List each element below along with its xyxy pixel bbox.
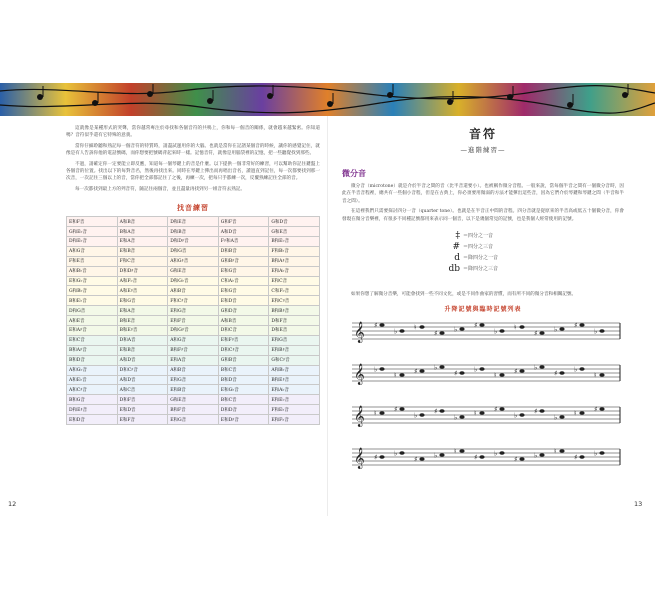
note-head	[479, 368, 484, 372]
note-head	[539, 410, 544, 414]
table-cell: D和C♯音	[117, 365, 168, 375]
note-head	[519, 370, 524, 374]
note-head	[599, 452, 604, 456]
table-cell: D和E音	[168, 217, 219, 227]
table-cell: E和D音	[218, 296, 269, 306]
table-row	[67, 355, 320, 365]
table-cell: B和E♭音	[67, 296, 118, 306]
accidental-icon: ♮	[514, 323, 517, 332]
note-head	[419, 370, 424, 374]
left-paragraph: 不過，請確定你一定要能立即反應，知道每一個琴鍵上的音是什麼。以下提供一個非常好的練習，可以幫助你記住鍵盤上各個音的位置。找出以下的每對音名，然後再找出來。同時在琴鍵上彈出而再唱出音名，讀過直到記住，每一次都要找到那一次音，一次記住三個以上的音，當你把全部都記住了之後，再練一次，把每只手都練一次，反覆熟練記住全部的音。	[66, 161, 320, 182]
accidental-icon: ♮	[574, 409, 577, 418]
accidental-icon: ♯	[514, 455, 518, 464]
page-title: 音符	[468, 127, 497, 141]
treble-clef-icon: 𝄞	[354, 448, 365, 470]
table-cell: D和G♯音	[168, 326, 219, 336]
table-cell: D和D♯音	[117, 266, 168, 276]
table-cell: D和E♭音	[67, 237, 118, 247]
note-head	[539, 366, 544, 370]
table-cell: A和E音	[67, 316, 118, 326]
table-cell: E和G音	[168, 306, 219, 316]
note-head	[499, 452, 504, 456]
note-head	[599, 408, 604, 412]
table-cell: D和C♯音	[218, 345, 269, 355]
table-cell: E和C音	[269, 276, 320, 286]
table-cell: F和E音	[67, 256, 118, 266]
treble-clef-icon: 𝄞	[354, 322, 365, 344]
note-head	[599, 374, 604, 378]
table-cell: E和F音	[117, 415, 168, 425]
page-subtitle: —進階練習—	[460, 146, 506, 154]
table-cell: E和B音	[117, 345, 168, 355]
right-paragraph: 微分音（microtone）就是介於半音之間的音（比半音還要小）。也被稱作微分音程。一般來說，當每個半音之間有一個微分音時，因此在半音音程裡，總共有一些個小音程，但是在古典上，你必須要用微弱的方法才能彈出這些音，因為它們介於琴鍵和琴鍵之間（半音和半音之間）。	[342, 184, 624, 204]
note-head	[539, 454, 544, 458]
symbol-label: ＝降四分之三音	[463, 266, 499, 273]
accidental-icon: ♯	[594, 405, 598, 414]
symbol-label: ＝四分之一音	[463, 233, 494, 240]
table-cell: E和F音	[168, 316, 219, 326]
table-cell: E和D音	[117, 405, 168, 415]
table-cell: D和B音	[218, 246, 269, 256]
table-cell: E和B音	[117, 246, 168, 256]
note-head	[479, 456, 484, 460]
note-head	[559, 328, 564, 332]
table-row	[67, 306, 320, 316]
table-cell: A和D音	[117, 355, 168, 365]
left-paragraph: 當你仔細聆聽和熟記每一個音符的特質時，請盡試運用你的大腦。也就是當你在記譜某個音的時候，讓你的感覺記住，就像是有人告訴你他的電話號碼，而你想要把號碼背起來時一樣。記憶音符，就像是用腦袋裡的記憶，把一些聽覺找到那些。	[66, 143, 320, 157]
note-head	[399, 330, 404, 334]
table-cell: F和B♭音	[269, 246, 320, 256]
accidental-icon: ♭	[374, 365, 378, 374]
note-head	[439, 332, 444, 336]
table-cell: D和F音	[269, 316, 320, 326]
table-cell: B和C音	[218, 365, 269, 375]
table-row	[67, 237, 320, 247]
accidental-icon: ♭	[574, 365, 578, 374]
table-row	[67, 335, 320, 345]
note-head	[579, 456, 584, 460]
table-cell: B和A音	[117, 227, 168, 237]
quarter-flat-symbol: d	[454, 253, 460, 264]
accidental-icon: ♯	[414, 455, 418, 464]
table-cell: B和A♯音	[269, 256, 320, 266]
note-head	[459, 372, 464, 376]
accidental-icon: ♯	[454, 369, 458, 378]
table-cell: E和G♭音	[218, 385, 269, 395]
table-cell: E和D音	[67, 415, 118, 425]
accidental-icon: ♭	[394, 327, 398, 336]
table-cell: A和D音	[218, 227, 269, 237]
note-head	[459, 328, 464, 332]
three-quarter-sharp-symbol: #	[452, 242, 460, 253]
accidental-icon: ♭	[434, 363, 438, 372]
table-row	[67, 385, 320, 395]
accidental-icon: ♮	[454, 447, 457, 456]
accidental-icon: ♯	[434, 407, 438, 416]
table-cell: D和D♯音	[168, 237, 219, 247]
note-head	[459, 450, 464, 454]
table-cell: E和A音	[117, 306, 168, 316]
note-head	[439, 366, 444, 370]
table-cell: D和E♯音	[67, 405, 118, 415]
table-cell: E和G音	[269, 335, 320, 345]
table-cell: G和D音	[269, 217, 320, 227]
accidental-icon: ♭	[594, 449, 598, 458]
accidental-icon: ♮	[494, 371, 497, 380]
table-cell: B和F音	[168, 405, 219, 415]
note-head	[579, 368, 584, 372]
accidental-icon: ♭	[394, 449, 398, 458]
note-head	[519, 326, 524, 330]
symbol-item	[342, 264, 624, 275]
accidental-icon: ♭	[434, 451, 438, 460]
left-page-number: 12	[8, 500, 17, 508]
table-cell: E和B♯音	[269, 345, 320, 355]
note-head	[379, 324, 384, 328]
accidental-icon: ♮	[394, 371, 397, 380]
accidental-icon: ♮	[474, 409, 477, 418]
table-cell: G和E♭音	[67, 227, 118, 237]
note-head	[419, 326, 424, 330]
note-head	[459, 416, 464, 420]
note-head	[499, 374, 504, 378]
accidental-icon: ♭	[594, 327, 598, 336]
table-cell: A和B音	[117, 217, 168, 227]
note-head	[439, 454, 444, 458]
right-paragraph: 如果你想了解微分音樂，可能會找到一些不同文化，或是不同作曲家的習慣，而有所不同的微分音和相關記號。	[351, 292, 577, 298]
table-cell: A和E♯音	[117, 286, 168, 296]
table-cell: E和E♭音	[269, 395, 320, 405]
accidental-icon: ♯	[574, 321, 578, 330]
table-row	[67, 266, 320, 276]
table-cell: F和C♯音	[168, 296, 219, 306]
treble-clef-icon: 𝄞	[354, 364, 365, 386]
table-cell: D和D音	[218, 405, 269, 415]
table-row	[67, 276, 320, 286]
table-cell: A和G音	[168, 335, 219, 345]
table-cell: G和E音	[269, 227, 320, 237]
table-cell: D和G音	[67, 306, 118, 316]
note-head	[399, 452, 404, 456]
accidental-icon: ♭	[454, 413, 458, 422]
table-cell: E和G♭音	[67, 276, 118, 286]
right-page-number: 13	[634, 500, 643, 508]
table-cell: E和A♭音	[269, 266, 320, 276]
accidental-icon: ♯	[534, 329, 538, 338]
table-cell: D和F音	[117, 395, 168, 405]
note-head	[379, 456, 384, 460]
table-cell: F♯和A音	[218, 237, 269, 247]
table-cell: B和D音	[218, 375, 269, 385]
accidental-icon: ♯	[474, 453, 478, 462]
table-cell: B和C音	[218, 395, 269, 405]
decorative-music-banner	[0, 83, 655, 116]
table-cell: B和E音	[117, 316, 168, 326]
accidental-icon: ♯	[414, 367, 418, 376]
accidental-icon: ♮	[374, 409, 377, 418]
accidental-icon: ♭	[494, 449, 498, 458]
note-head	[559, 372, 564, 376]
symbol-list	[342, 231, 624, 275]
note-head	[539, 332, 544, 336]
accidental-icon: ♭	[454, 325, 458, 334]
note-head	[499, 408, 504, 412]
table-row	[67, 256, 320, 266]
page-gutter	[327, 116, 328, 516]
table-cell: D和C音	[218, 326, 269, 336]
right-paragraph: 在這裡我們只需要探討四分一音（quarter tone）。也就是在半音正中間的音程。四分音就是從原來的半音高或低五十個微分音，你會發現在微分音樂裡，有很多不同種記號都用來表示同一個音，以下是幾個常見的記號，也是我個人經常使用的記號。	[342, 209, 624, 222]
table-row	[67, 365, 320, 375]
treble-clef-icon: 𝄞	[354, 406, 365, 428]
table-cell: E和C音	[67, 335, 118, 345]
accidental-icon: ♭	[514, 411, 518, 420]
table-cell: E和G音	[117, 296, 168, 306]
table-row	[67, 405, 320, 415]
table-cell: A和B音	[218, 316, 269, 326]
accidental-icon: ♭	[414, 411, 418, 420]
table-cell: C和A♭音	[218, 276, 269, 286]
accidental-icon: ♭	[494, 327, 498, 336]
table-row	[67, 345, 320, 355]
note-head	[559, 450, 564, 454]
table-cell: A和E♭音	[67, 375, 118, 385]
accidental-icon: ♯	[494, 405, 498, 414]
left-paragraph: 這就像是某種形式的哭聲，當你越常專注於尋找和各個音符的共鳴上，你和每一個音的關係，就會越來越緊密。你知道嗎？音符似乎還有它特殊的意義。	[66, 126, 320, 139]
table-cell: F和C音	[117, 256, 168, 266]
table-cell: E和G音	[168, 415, 219, 425]
accidental-icon: ♯	[514, 367, 518, 376]
note-head	[479, 412, 484, 416]
table-cell: E和F♯音	[218, 335, 269, 345]
accidental-icon: ♯	[574, 453, 578, 462]
table-cell: A和G♭音	[67, 365, 118, 375]
note-head	[419, 458, 424, 462]
table-cell: E和C♯音	[269, 296, 320, 306]
staff-table-title: 升降記號與臨時記號列表	[444, 306, 522, 314]
table-cell: D和G音	[168, 246, 219, 256]
note-head	[499, 330, 504, 334]
left-page	[66, 125, 320, 425]
table-row	[67, 286, 320, 296]
table-cell: B和E♭音	[269, 237, 320, 247]
table-cell: E和G音	[168, 375, 219, 385]
table-row	[67, 227, 320, 237]
table-cell: G和C♯音	[269, 355, 320, 365]
table-cell: B和E♯音	[269, 375, 320, 385]
exercise-table	[66, 216, 320, 425]
accidental-icon: ♭	[534, 363, 538, 372]
table-cell: B和A♯音	[67, 345, 118, 355]
table-cell: A和B♭音	[67, 266, 118, 276]
accidental-icon: ♮	[594, 371, 597, 380]
accidental-icon: ♯	[474, 321, 478, 330]
note-head	[379, 412, 384, 416]
accidental-icon: ♯	[374, 321, 378, 330]
note-head	[439, 410, 444, 414]
table-cell: A和D音	[117, 375, 168, 385]
note-head	[399, 408, 404, 412]
accidental-icon: ♯	[554, 369, 558, 378]
symbol-item	[342, 253, 624, 264]
table-cell: B和B♯音	[269, 306, 320, 316]
table-cell: A和C音	[117, 385, 168, 395]
accidental-icon: ♮	[414, 323, 417, 332]
table-cell: F和E♭音	[269, 405, 320, 415]
table-row	[67, 316, 320, 326]
accidental-icon: ♯	[394, 405, 398, 414]
table-cell: A和B♭音	[269, 365, 320, 375]
note-head	[399, 374, 404, 378]
table-cell: E和G音	[218, 286, 269, 296]
table-cell: C和F♭音	[269, 286, 320, 296]
table-cell: E和A音	[168, 355, 219, 365]
table-cell: E和B音	[168, 385, 219, 395]
symbol-item	[342, 242, 624, 253]
table-cell: D和A音	[117, 335, 168, 345]
table-cell: E和D♯音	[218, 415, 269, 425]
table-cell: A和C♯音	[67, 385, 118, 395]
table-cell: D和E音	[269, 326, 320, 336]
table-cell: G和B♯音	[218, 256, 269, 266]
table-cell: E和A音	[117, 237, 168, 247]
right-page	[342, 125, 624, 477]
note-head	[559, 416, 564, 420]
left-paragraph: 每一次都找到最上方的列音符，隨記住兩個音，並且盡量再找到另一組音符去熟記。	[75, 186, 245, 192]
accidental-icon: ♭	[554, 413, 558, 422]
note-head	[519, 458, 524, 462]
accidental-icon: ♭	[554, 325, 558, 334]
table-cell: D和G♭音	[168, 276, 219, 286]
table-cell: D和B音	[168, 227, 219, 237]
table-cell: A和G♯音	[168, 256, 219, 266]
table-row	[67, 296, 320, 306]
accidental-icon: ♭	[474, 365, 478, 374]
table-row	[67, 246, 320, 256]
table-cell: G和B♭音	[67, 286, 118, 296]
table-row	[67, 326, 320, 336]
table-cell: A和G音	[67, 246, 118, 256]
table-cell: G和E音	[168, 395, 219, 405]
quarter-sharp-symbol: ‡	[455, 231, 460, 242]
table-row	[67, 395, 320, 405]
music-staff-examples	[342, 317, 624, 477]
table-cell: G和D音	[218, 306, 269, 316]
note-head	[579, 324, 584, 328]
table-cell: E和F♭音	[269, 415, 320, 425]
accidental-icon: ♯	[374, 453, 378, 462]
note-head	[519, 414, 524, 418]
note-head	[479, 324, 484, 328]
note-head	[579, 412, 584, 416]
symbol-label: ＝降四分之一音	[463, 255, 499, 262]
table-cell: E和F音	[67, 217, 118, 227]
table-cell: A和B音	[168, 365, 219, 375]
table-cell: E和A♯音	[67, 326, 118, 336]
table-cell: B和E♯音	[117, 326, 168, 336]
table-cell: A和F♭音	[117, 276, 168, 286]
accidental-icon: ♯	[534, 407, 538, 416]
table-cell: E和G音	[218, 266, 269, 276]
table-cell: B和G音	[67, 395, 118, 405]
exercise-table-title: 找音練習	[177, 203, 209, 213]
table-cell: B和F♯音	[168, 345, 219, 355]
symbol-label: ＝四分之三音	[463, 244, 494, 251]
accidental-icon: ♮	[554, 447, 557, 456]
note-head	[599, 330, 604, 334]
symbol-item	[342, 231, 624, 242]
table-cell: G和F音	[218, 217, 269, 227]
three-quarter-flat-symbol: db	[448, 264, 460, 275]
table-cell: G和B音	[218, 355, 269, 365]
table-cell: B和D音	[67, 355, 118, 365]
accidental-icon: ♭	[534, 451, 538, 460]
table-row	[67, 415, 320, 425]
accidental-icon: ♯	[434, 329, 438, 338]
note-head	[379, 368, 384, 372]
table-row	[67, 375, 320, 385]
table-cell: G和E音	[168, 266, 219, 276]
table-cell: E和A♭音	[269, 385, 320, 395]
note-head	[419, 414, 424, 418]
section-title: 微分音	[342, 168, 366, 178]
table-cell: A和B音	[168, 286, 219, 296]
table-row	[67, 217, 320, 227]
